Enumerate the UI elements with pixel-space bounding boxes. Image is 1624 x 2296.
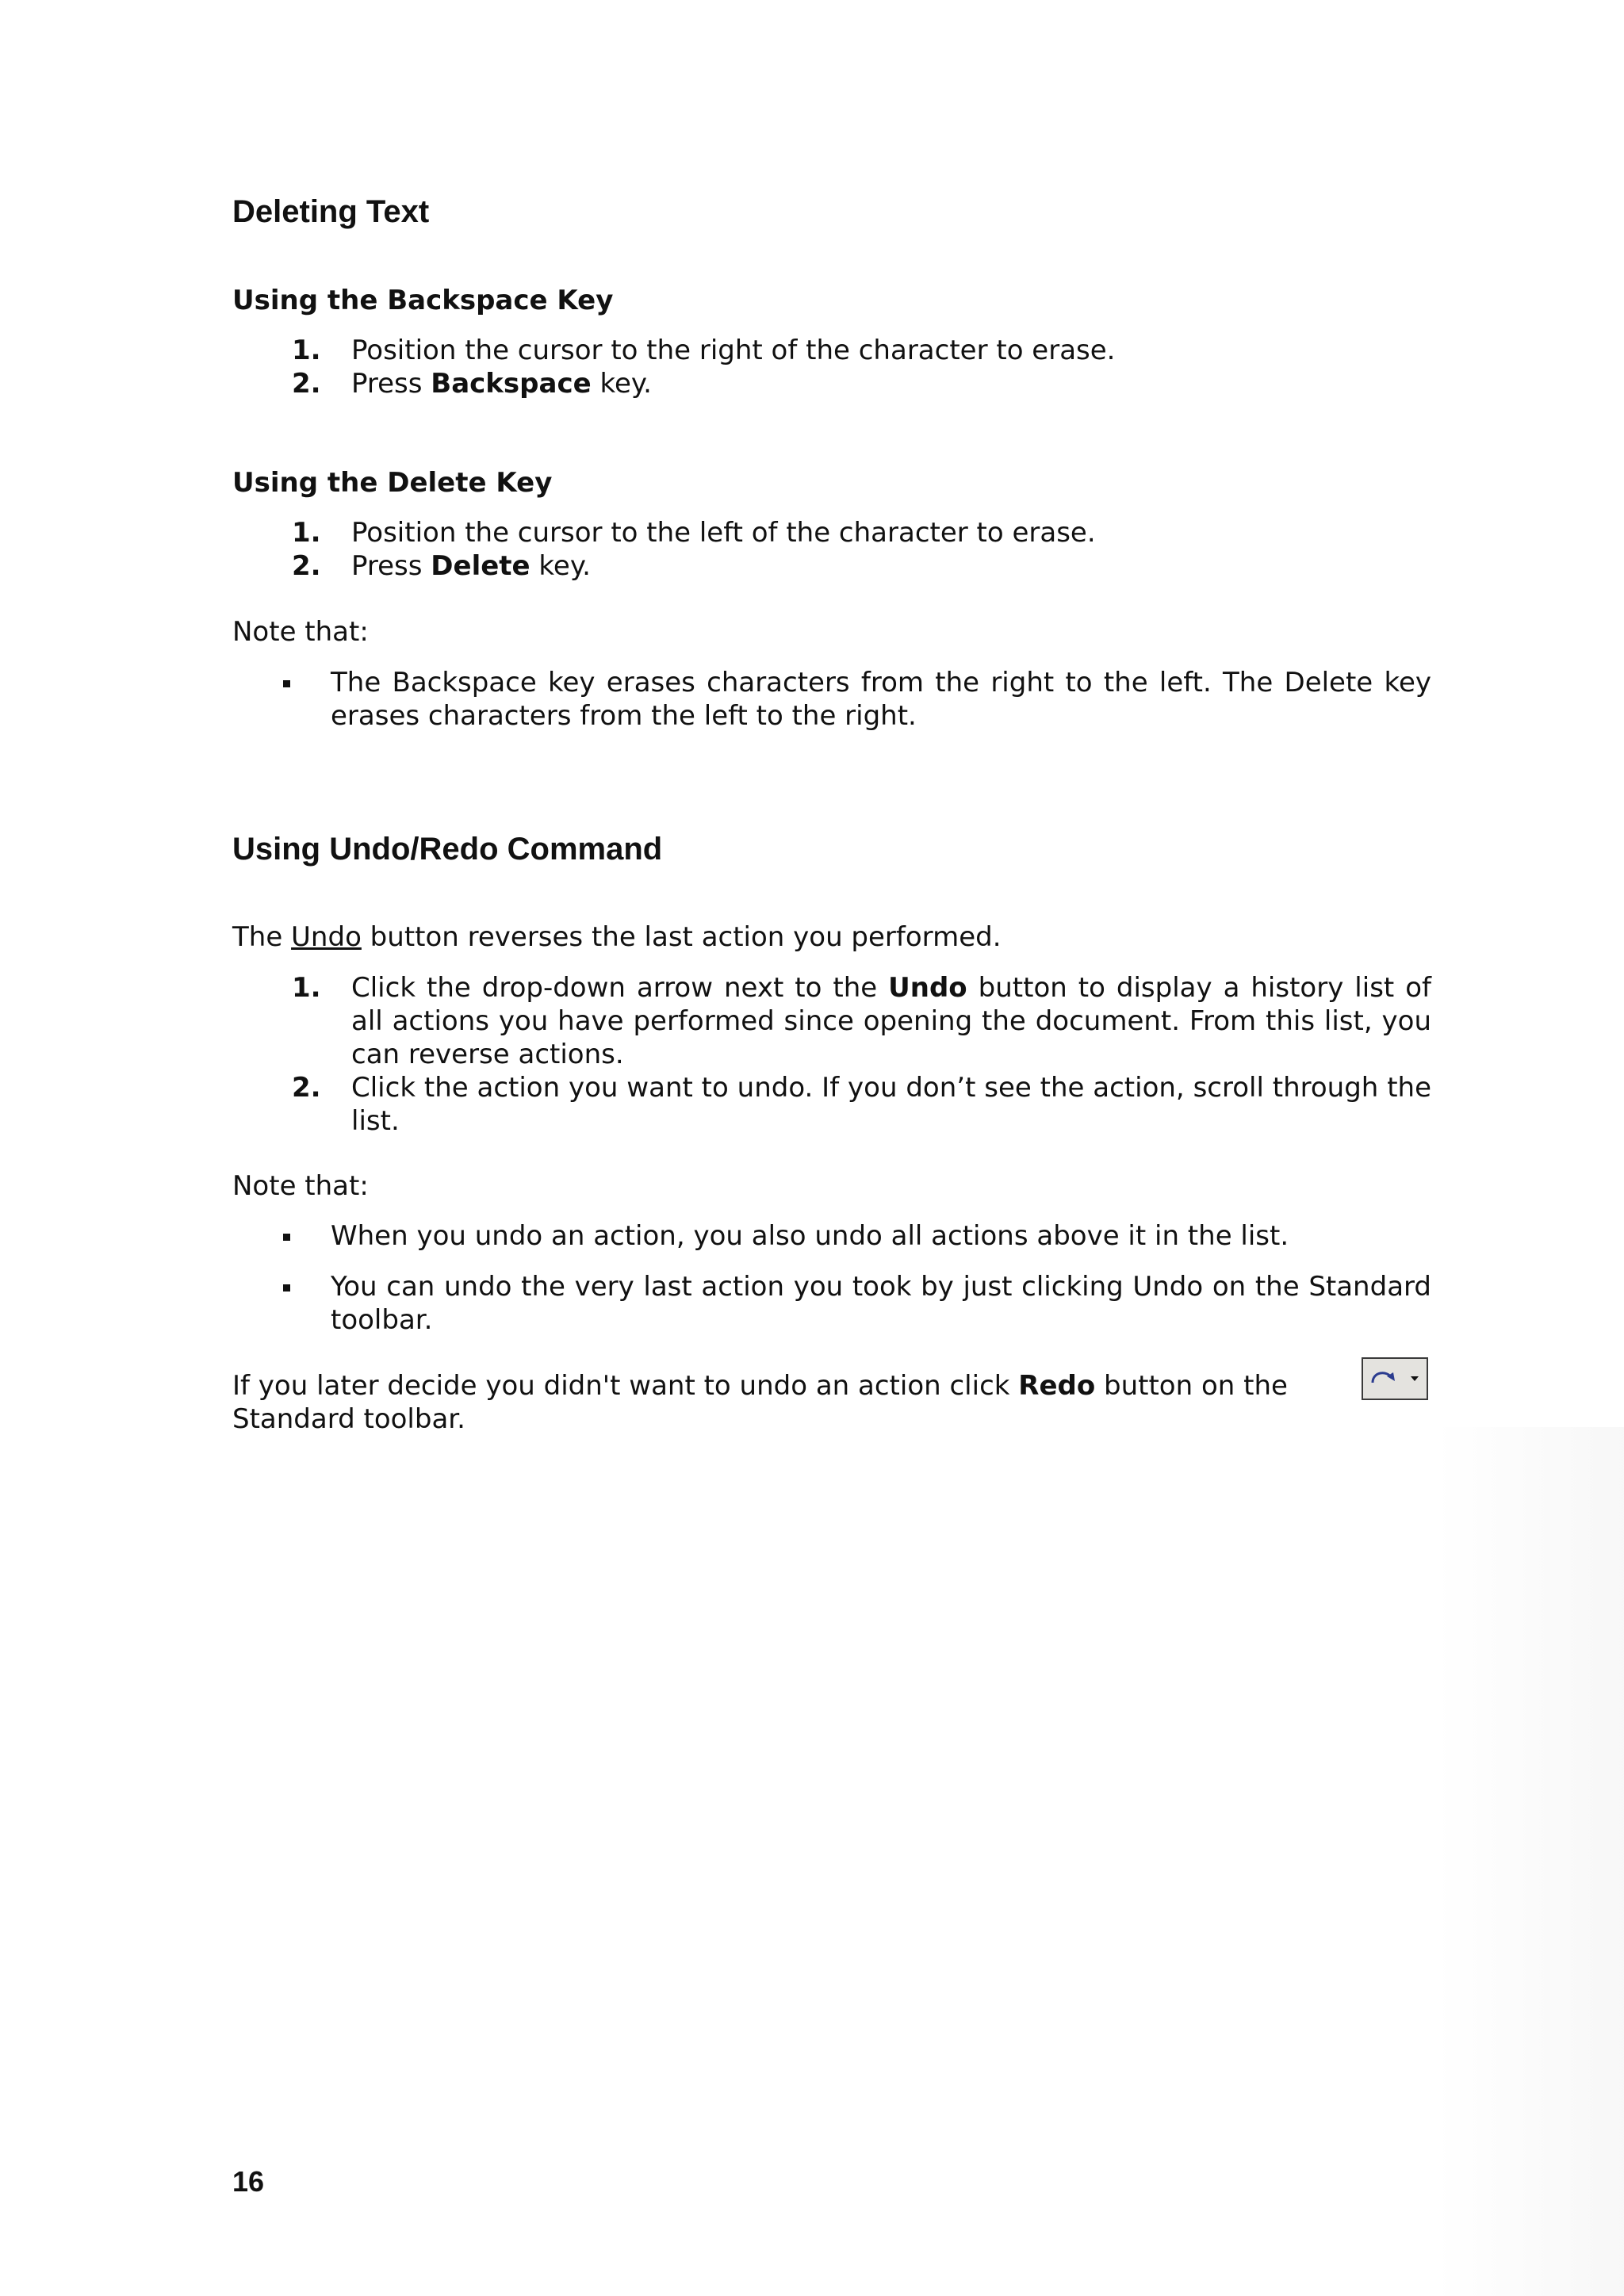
- square-bullet-icon: [283, 1284, 290, 1292]
- subheading-backspace-key: Using the Backspace Key: [232, 285, 614, 316]
- step-number: 1.: [292, 517, 321, 549]
- note-bullet-list: [232, 666, 1431, 750]
- step-text-pre: Click the drop-down arrow next to the: [351, 972, 889, 1004]
- list-item: [232, 1071, 1431, 1138]
- redo-button[interactable]: [1362, 1357, 1428, 1400]
- step-text-pre: Press: [351, 368, 431, 400]
- list-item: [232, 549, 1431, 583]
- step-number: 2.: [292, 368, 321, 400]
- redo-arrow-icon: [1363, 1359, 1427, 1399]
- backspace-steps-list: [232, 334, 1431, 400]
- redo-button-name: Redo: [1018, 1370, 1096, 1402]
- step-text: Position the cursor to the left of the character to erase.: [351, 517, 1096, 549]
- step-text-post: button to display a history list of all actions you have performed since opening the document. From this list, you can reverse actions.: [351, 972, 1431, 1070]
- note-bullet-list: [232, 1219, 1431, 1354]
- undo-button-name: Undo: [888, 972, 967, 1004]
- step-number: 2.: [292, 550, 321, 582]
- list-item: [232, 1270, 1431, 1337]
- square-bullet-icon: [283, 1234, 290, 1241]
- section-title-undo-redo: Using Undo/Redo Command: [232, 832, 663, 867]
- step-number: 1.: [292, 972, 321, 1004]
- step-text-pre: Press: [351, 550, 431, 582]
- key-name-delete: Delete: [431, 550, 530, 582]
- list-item: [232, 367, 1431, 400]
- note-label: Note that:: [232, 616, 369, 648]
- undo-link[interactable]: Undo: [291, 921, 362, 953]
- redo-paragraph: [232, 1369, 1342, 1436]
- intro-text-post: button reverses the last action you performed.: [361, 921, 1002, 953]
- section-title-deleting-text: Deleting Text: [232, 194, 430, 229]
- step-text-post: key.: [530, 550, 591, 582]
- note-text: When you undo an action, you also undo all actions above it in the list.: [331, 1220, 1289, 1252]
- undo-steps-list: [232, 971, 1431, 1138]
- step-number: 2.: [292, 1072, 321, 1104]
- closing-text-pre: If you later decide you didn't want to undo an action click: [232, 1370, 1019, 1402]
- page-edge-shading: [1435, 1427, 1624, 2296]
- step-text: Click the action you want to undo. If you don’t see the action, scroll through the list.: [351, 1072, 1431, 1137]
- note-label: Note that:: [232, 1170, 369, 1202]
- delete-steps-list: [232, 516, 1431, 583]
- page-number: 16: [232, 2165, 265, 2198]
- closing-text-post: button on the Standard toolbar.: [232, 1370, 1288, 1435]
- subheading-delete-key: Using the Delete Key: [232, 467, 553, 499]
- intro-text-pre: The: [232, 921, 292, 953]
- list-item: [232, 334, 1431, 367]
- note-text: You can undo the very last action you took by just clicking Undo on the Standard toolbar.: [331, 1271, 1431, 1336]
- step-text-post: key.: [591, 368, 652, 400]
- key-name-backspace: Backspace: [431, 368, 592, 400]
- list-item: [232, 1219, 1431, 1253]
- undo-intro-paragraph: [232, 920, 1431, 954]
- list-item: [232, 516, 1431, 549]
- step-number: 1.: [292, 335, 321, 366]
- list-item: [232, 971, 1431, 1071]
- list-item: [232, 666, 1431, 733]
- square-bullet-icon: [283, 680, 290, 687]
- note-text: The Backspace key erases characters from the right to the left. The Delete key erases characters from the left to the right.: [331, 667, 1431, 732]
- step-text: Position the cursor to the right of the character to erase.: [351, 335, 1116, 366]
